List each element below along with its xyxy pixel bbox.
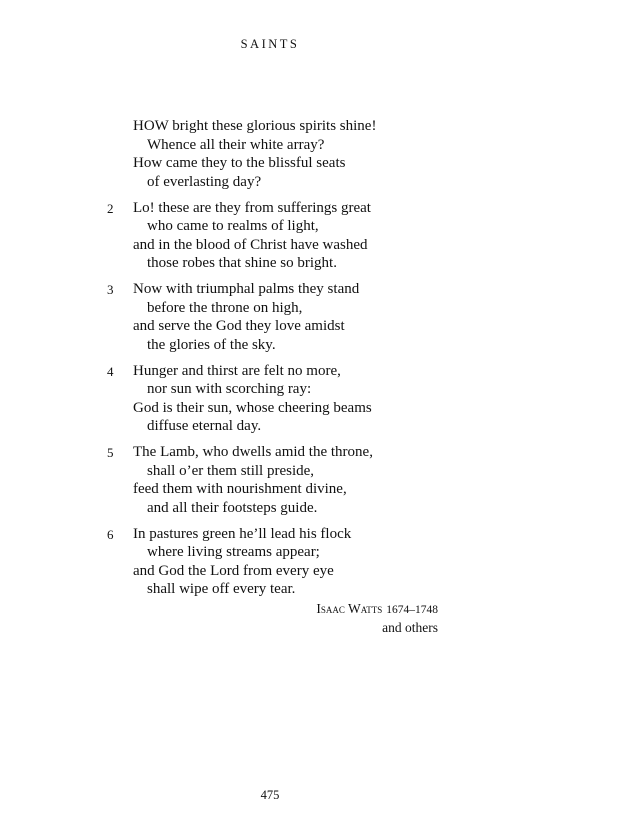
verse-number: 4 [107, 363, 114, 379]
author-name: Isaac Watts [316, 601, 383, 616]
verse-number: 2 [107, 200, 114, 216]
verse-6 [107, 525, 447, 599]
verse-line: the glories of the sky. [147, 336, 276, 353]
verse-2 [107, 199, 447, 273]
verse-3 [107, 280, 447, 354]
verse-line: and serve the God they love amidst [133, 318, 345, 334]
verse-line: Now with triumphal palms they stand [133, 281, 360, 297]
verse-line: and all their footsteps guide. [147, 499, 318, 516]
verse-4 [107, 362, 447, 436]
verse-line: In pastures green he’ll lead his flock [133, 525, 352, 542]
verse-line: and in the blood of Christ have washed [133, 236, 368, 253]
running-head: SAINTS [240, 37, 300, 51]
verse-line: feed them with nourishment divine, [133, 481, 347, 497]
verse-line: and God the Lord from every eye [133, 562, 334, 579]
verse-line: shall o’er them still preside, [147, 462, 315, 479]
verse-line: where living streams appear; [147, 544, 320, 560]
author-dates: 1674–1748 [386, 604, 438, 616]
verse-number: 3 [107, 282, 114, 297]
verse-line: How came they to the blissful seats [133, 155, 346, 171]
verse-line: nor sun with scorching ray: [147, 381, 312, 397]
attribution [0, 600, 438, 637]
others-note: and others [382, 620, 438, 635]
verse-line: those robes that shine so bright. [147, 255, 337, 271]
hymn-text [107, 117, 447, 606]
verse-5 [107, 443, 447, 517]
verse-number: 5 [107, 445, 114, 460]
verse-line: diffuse eternal day. [147, 418, 262, 434]
verse-line: Lo! these are they from sufferings great [133, 199, 371, 216]
verse-line: Hunger and thirst are felt no more, [133, 362, 341, 379]
verse-number: 6 [107, 526, 114, 542]
verse-line: of everlasting day? [147, 173, 262, 190]
verse-line: God is their sun, whose cheering beams [133, 399, 372, 416]
verse-line: The Lamb, who dwells amid the throne, [133, 444, 373, 460]
verse-line: who came to realms of light, [147, 218, 319, 234]
verse-line: Whence all their white array? [147, 136, 325, 153]
verse-line: HOW bright these glorious spirits shine! [133, 118, 377, 134]
author-line [0, 600, 438, 619]
page-number: 475 [260, 788, 280, 802]
verse-line: before the throne on high, [147, 299, 303, 316]
verse-1 [107, 117, 447, 191]
verse-line: shall wipe off every tear. [147, 581, 296, 597]
